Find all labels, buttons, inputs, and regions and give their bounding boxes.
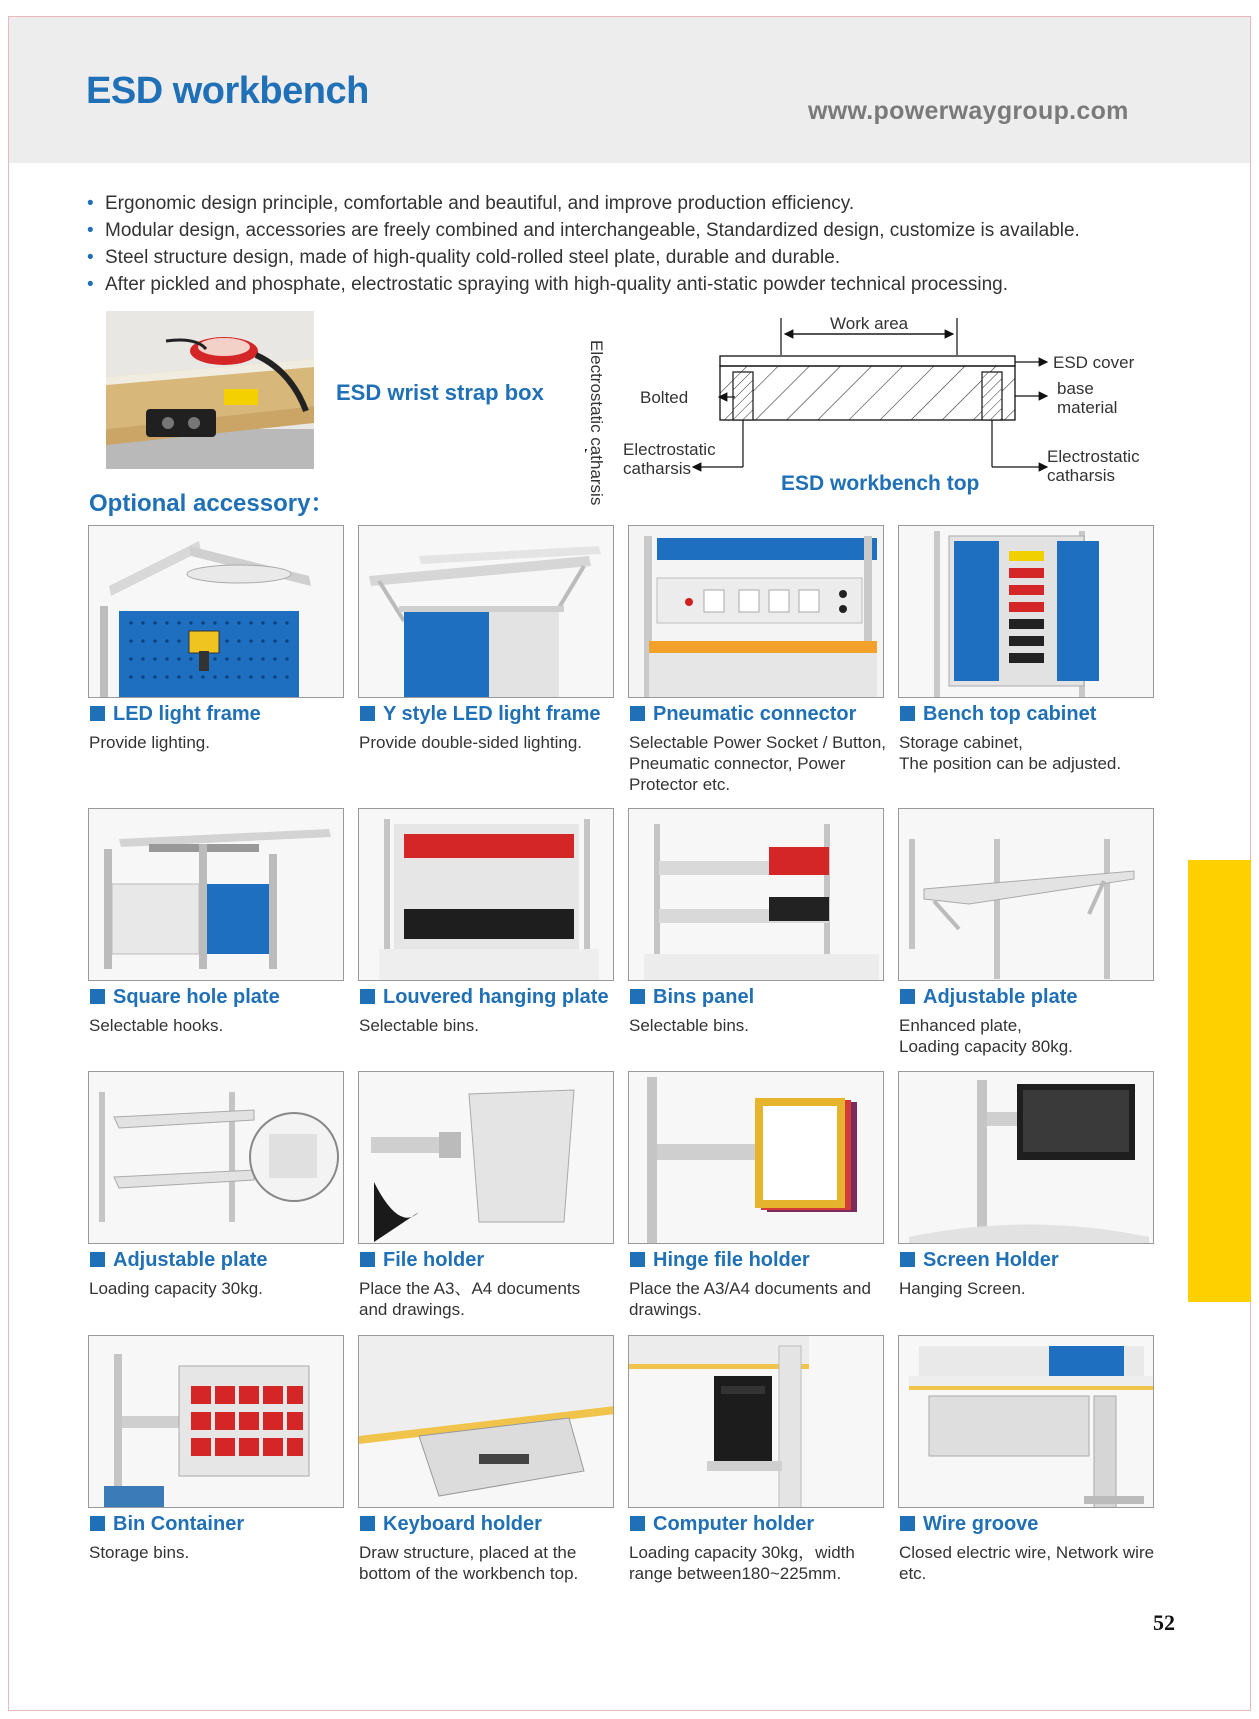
bullet-marker: • bbox=[87, 247, 94, 268]
desc-line: Place the A3/A4 documents and bbox=[629, 1279, 871, 1298]
accessory-image bbox=[358, 1071, 614, 1244]
feature-text: After pickled and phosphate, electrostatic spraying with high-quality anti-static powder technical processing. bbox=[105, 274, 1008, 295]
catharsis-right-label bbox=[1047, 447, 1140, 485]
diagram-title: ESD workbench top bbox=[781, 472, 980, 495]
accessory-image bbox=[88, 525, 344, 698]
accessory-title-text: Louvered hanging plate bbox=[383, 986, 609, 1008]
square-bullet-icon bbox=[630, 989, 645, 1004]
accessory-title bbox=[90, 1249, 267, 1272]
accessory-image bbox=[358, 808, 614, 981]
accessory-image bbox=[898, 1335, 1154, 1508]
accessory-title-text: Bins panel bbox=[653, 986, 755, 1008]
accessory-title-text: Bin Container bbox=[113, 1513, 245, 1535]
bullet-marker: • bbox=[87, 274, 94, 295]
square-bullet-icon bbox=[360, 706, 375, 721]
square-bullet-icon bbox=[360, 1516, 375, 1531]
desc-line: Closed electric wire, Network wire bbox=[899, 1543, 1155, 1562]
accessory-title-text: Keyboard holder bbox=[383, 1513, 542, 1535]
bullet-marker: • bbox=[87, 220, 94, 241]
catharsis-left-label bbox=[623, 440, 716, 478]
catharsis-right-line: Electrostatic bbox=[1047, 447, 1140, 466]
accessory-image bbox=[628, 1071, 884, 1244]
feature-item bbox=[87, 217, 1080, 244]
accessory-description bbox=[899, 1278, 1161, 1299]
square-bullet-icon bbox=[90, 706, 105, 721]
accessory-title-text: Screen Holder bbox=[923, 1249, 1059, 1271]
accessory-image bbox=[88, 808, 344, 981]
accessory-title bbox=[90, 986, 280, 1009]
website-link[interactable]: www.powerwaygroup.com bbox=[808, 97, 1129, 125]
desc-line: Loading capacity 80kg. bbox=[899, 1037, 1073, 1056]
side-tab bbox=[1188, 860, 1251, 1302]
accessory-image bbox=[88, 1071, 344, 1244]
base-material-line: base bbox=[1057, 379, 1094, 398]
square-bullet-icon bbox=[900, 1252, 915, 1267]
bullet-marker: • bbox=[87, 193, 94, 214]
desc-line: Provide double-sided lighting. bbox=[359, 733, 583, 752]
square-bullet-icon bbox=[900, 706, 915, 721]
square-bullet-icon bbox=[90, 1516, 105, 1531]
square-bullet-icon bbox=[900, 1516, 915, 1531]
accessory-title bbox=[360, 1249, 484, 1272]
accessory-title-text: LED light frame bbox=[113, 703, 261, 725]
accessory-title bbox=[630, 1249, 810, 1272]
square-bullet-icon bbox=[360, 989, 375, 1004]
desc-line: Selectable hooks. bbox=[89, 1016, 224, 1035]
accessory-description bbox=[629, 1015, 891, 1036]
page-title: ESD workbench bbox=[86, 70, 369, 112]
base-material-label bbox=[1057, 379, 1117, 417]
accessory-title-text: Computer holder bbox=[653, 1513, 815, 1535]
accessory-title-text: File holder bbox=[383, 1249, 485, 1271]
feature-item bbox=[87, 271, 1080, 298]
accessory-description bbox=[629, 1278, 891, 1320]
base-material-line: material bbox=[1057, 398, 1118, 417]
desc-line: Pneumatic connector, Power bbox=[629, 754, 846, 773]
accessory-title bbox=[360, 986, 609, 1009]
accessory-title bbox=[900, 1249, 1059, 1272]
accessory-title bbox=[630, 986, 754, 1009]
accessory-description bbox=[359, 732, 621, 753]
accessory-image bbox=[898, 1071, 1154, 1244]
feature-text: Steel structure design, made of high-quality cold-rolled steel plate, durable and durable. bbox=[105, 247, 841, 268]
esd-cover-label: ESD cover bbox=[1053, 353, 1135, 372]
feature-item bbox=[87, 190, 1080, 217]
accessory-title-text: Bench top cabinet bbox=[923, 703, 1097, 725]
square-bullet-icon bbox=[630, 706, 645, 721]
accessory-image bbox=[358, 1335, 614, 1508]
desc-line: Hanging Screen. bbox=[899, 1279, 1026, 1298]
desc-line: bottom of the workbench top. bbox=[359, 1564, 579, 1583]
feature-text: Ergonomic design principle, comfortable and beautiful, and improve production efficiency. bbox=[105, 193, 855, 214]
desc-line: Place the A3、A4 documents bbox=[359, 1279, 581, 1298]
accessory-title-text: Hinge file holder bbox=[653, 1249, 810, 1271]
catharsis-right-line: catharsis bbox=[1047, 466, 1116, 485]
accessory-image bbox=[898, 808, 1154, 981]
square-bullet-icon bbox=[360, 1252, 375, 1267]
accessory-title-text: Y style LED light frame bbox=[383, 703, 601, 725]
work-area-label: Work area bbox=[830, 314, 909, 333]
accessory-description bbox=[359, 1278, 621, 1320]
feature-list bbox=[87, 190, 1080, 298]
accessory-title-text: Pneumatic connector bbox=[653, 703, 857, 725]
accessory-description bbox=[89, 1015, 351, 1036]
desc-line: Selectable bins. bbox=[359, 1016, 480, 1035]
desc-line: Storage cabinet, bbox=[899, 733, 1023, 752]
feature-item bbox=[87, 244, 1080, 271]
accessory-image bbox=[898, 525, 1154, 698]
accessory-description bbox=[89, 1278, 351, 1299]
accessory-title-text: Wire groove bbox=[923, 1513, 1039, 1535]
accessory-description bbox=[899, 1542, 1161, 1584]
optional-accessory-title: Optional accessory： bbox=[89, 490, 335, 517]
accessory-title-text: Adjustable plate bbox=[923, 986, 1078, 1008]
accessory-description bbox=[899, 1015, 1161, 1057]
accessory-description bbox=[899, 732, 1161, 774]
page-number: 52 bbox=[1153, 1610, 1175, 1635]
desc-line: Loading capacity 30kg. bbox=[89, 1279, 263, 1298]
accessory-title bbox=[900, 703, 1096, 726]
desc-line: Storage bins. bbox=[89, 1543, 190, 1562]
square-bullet-icon bbox=[630, 1516, 645, 1531]
feature-text: Modular design, accessories are freely combined and interchangeable, Standardized design, customize is available. bbox=[105, 220, 1080, 241]
accessory-title bbox=[630, 1513, 814, 1536]
accessory-title bbox=[630, 703, 856, 726]
accessory-title-text: Square hole plate bbox=[113, 986, 280, 1008]
accessory-image bbox=[358, 525, 614, 698]
accessory-title bbox=[900, 1513, 1038, 1536]
wrist-strap-label: ESD wrist strap box bbox=[336, 380, 544, 405]
accessory-image bbox=[628, 525, 884, 698]
desc-line: drawings. bbox=[629, 1300, 702, 1319]
square-bullet-icon bbox=[90, 989, 105, 1004]
desc-line: Draw structure, placed at the bbox=[359, 1543, 577, 1562]
accessory-description bbox=[89, 732, 351, 753]
square-bullet-icon bbox=[630, 1252, 645, 1267]
accessory-title bbox=[360, 703, 600, 726]
accessory-title bbox=[90, 703, 261, 726]
desc-line: etc. bbox=[899, 1564, 927, 1583]
desc-line: Loading capacity 30kg，width bbox=[629, 1543, 855, 1562]
vertical-catharsis-text: Electrostatic catharsis bbox=[587, 340, 606, 506]
accessory-image bbox=[628, 1335, 884, 1508]
desc-line: and drawings. bbox=[359, 1300, 465, 1319]
desc-line: The position can be adjusted. bbox=[899, 754, 1122, 773]
desc-line: Selectable bins. bbox=[629, 1016, 750, 1035]
desc-line: Enhanced plate, bbox=[899, 1016, 1022, 1035]
bolted-label: Bolted bbox=[640, 388, 689, 407]
accessory-title-text: Adjustable plate bbox=[113, 1249, 268, 1271]
accessory-title bbox=[360, 1513, 542, 1536]
desc-line: Provide lighting. bbox=[89, 733, 210, 752]
desc-line: Selectable Power Socket / Button, bbox=[629, 733, 887, 752]
accessory-description bbox=[359, 1015, 621, 1036]
accessory-title bbox=[900, 986, 1077, 1009]
accessory-image bbox=[628, 808, 884, 981]
accessory-description bbox=[629, 732, 891, 795]
accessory-description bbox=[89, 1542, 351, 1563]
square-bullet-icon bbox=[90, 1252, 105, 1267]
accessory-image bbox=[88, 1335, 344, 1508]
accessory-description bbox=[359, 1542, 621, 1584]
desc-line: Protector etc. bbox=[629, 775, 731, 794]
catharsis-left-line: catharsis bbox=[623, 459, 692, 478]
accessory-title bbox=[90, 1513, 244, 1536]
square-bullet-icon bbox=[900, 989, 915, 1004]
accessory-description bbox=[629, 1542, 891, 1584]
wrist-strap-photo bbox=[106, 311, 314, 469]
catharsis-left-line: Electrostatic bbox=[623, 440, 716, 459]
desc-line: range between180~225mm. bbox=[629, 1564, 842, 1583]
